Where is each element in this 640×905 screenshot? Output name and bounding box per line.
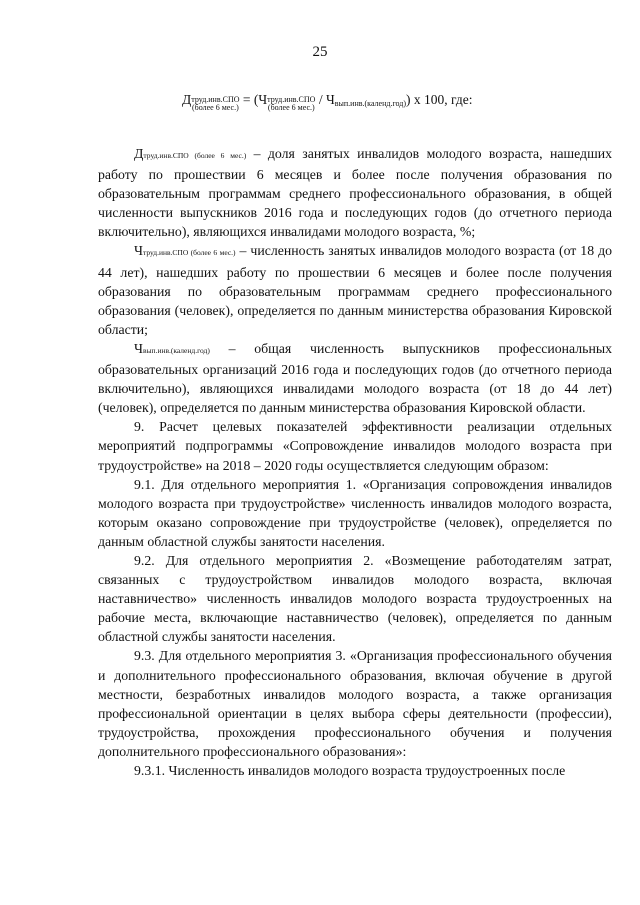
paragraph-9-1: 9.1. Для отдельного мероприятия 1. «Организация сопровождения инвалидов молодого возраста при трудоустройстве» численность инвалидов молодого возраста, которым оказано сопровождение при трудоустройстве (человек), определяется по данным областной службы занятости населения.: [98, 476, 612, 549]
paragraph-definition-ch: Чтруд.инв.СПО (более 6 мес.) – численность занятых инвалидов молодого возраста (от 18 до 44 лет), нашедших работу по прошествии 6 месяцев и более после получения образования по образовательным программам среднего профессионального образования (человек), определяется по данным министерства образования Кировской области;: [98, 243, 612, 337]
paragraph-definition-d: Дтруд.инв.СПО (более 6 мес.) – доля занятых инвалидов молодого возраста, нашедших работу по прошествии 6 месяцев и более после получения образования по образовательным программам среднего профессионального образования, в общей численности выпускников 2016 года и последующих годов (до отчетного периода включительно), являющихся инвалидами молодого возраста, %;: [98, 146, 612, 240]
formula-tail: ) x 100, где:: [406, 92, 473, 107]
paragraph-9-3-1: 9.3.1. Численность инвалидов молодого возраста трудоустроенных после: [134, 763, 566, 778]
paragraph-definition-ch-vyp: Чвып.инв.(календ.год) – общая численность выпускников профессиональных образовательных организаций 2016 года и последующих годов (до отчетного периода включительно), являющихся инвалидами молодого возраста (от 18 до 44 лет) (человек), определяется по данным министерства образования Кировской области.: [98, 340, 612, 416]
paragraph-9: 9. Расчет целевых показателей эффективности реализации отдельных мероприятий подпрограммы «Сопровождение инвалидов молодого возраста при трудоустройстве» на 2018 – 2020 годы осуществляется следующим образом:: [98, 419, 612, 473]
formula-ch: Ч: [258, 92, 268, 107]
page-number: 25: [312, 44, 328, 60]
document-body: [98, 144, 612, 780]
formula-d: Д: [182, 92, 192, 107]
paragraph-9-2: 9.2. Для отдельного мероприятия 2. «Возмещение работодателям затрат, связанных с трудоустройством инвалидов молодого возраста, включая наставничество» численность инвалидов молодого возраста трудоустроенных на рабочие места, включающие наставничество (человек), определяется по данным областной службы занятости населения.: [98, 552, 612, 645]
paragraph-9-3: 9.3. Для отдельного мероприятия 3. «Организация профессионального обучения и дополнительного профессионального образования, включая обучение в другой местности, безработных инвалидов молодого возраста, а также организация профессиональной ориентации в целях выбора сферы деятельности (профессии), трудоустройства, прохождения профессионального обучения и получения дополнительного профессионального образования»:: [98, 648, 612, 759]
formula-slash: / Ч: [315, 92, 335, 107]
formula-ch-subscript: труд.инв.СПО (более 6 мес.): [267, 95, 316, 112]
formula-d-subscript: труд.инв.СПО (более 6 мес.): [191, 95, 240, 112]
formula: [182, 92, 473, 112]
formula-vyp-subscript: вып.инв.(календ.год): [334, 99, 407, 108]
formula-eq: = (: [239, 92, 259, 107]
